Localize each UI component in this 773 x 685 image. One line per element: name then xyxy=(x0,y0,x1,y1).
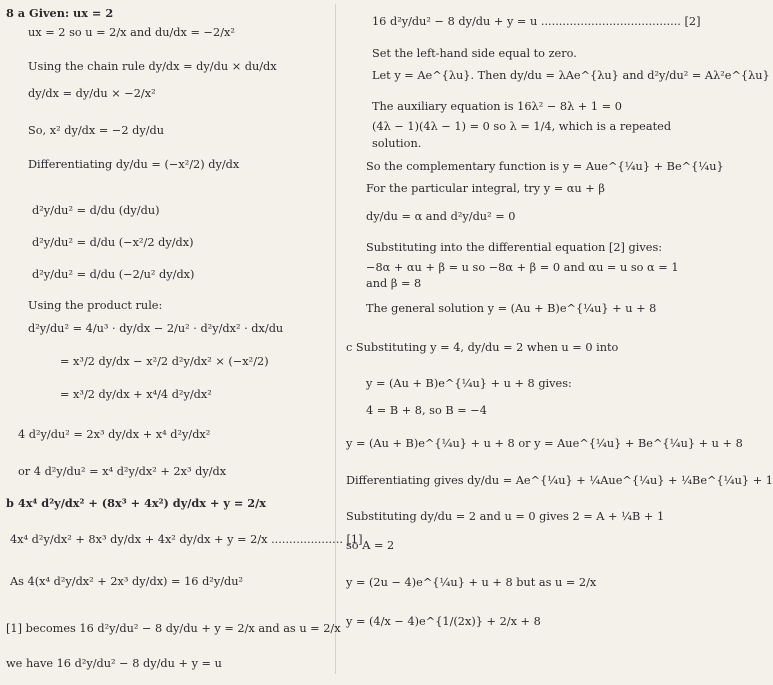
right-line-8: For the particular integral, try y = αu + β xyxy=(366,182,605,195)
left-line-3: Using the chain rule dy/dx = dy/du × du/dx xyxy=(28,60,277,73)
left-line-14: 4 d²y/du² = 2x³ dy/dx + x⁴ d²y/dx² xyxy=(18,428,211,441)
right-line-4: The auxiliary equation is 16λ² − 8λ + 1 = 0 xyxy=(372,100,622,113)
right-line-14: c Substituting y = 4, dy/du = 2 when u = 0 into xyxy=(346,341,619,354)
right-line-17: y = (Au + B)e^{¼u} + u + 8 or y = Aue^{¼u} + Be^{¼u} + u + 8 xyxy=(346,437,743,450)
left-line-16: b 4x⁴ d²y/dx² + (8x³ + 4x²) dy/dx + y = 2/x xyxy=(6,496,266,510)
right-line-5: (4λ − 1)(4λ − 1) = 0 so λ = 1/4, which is a repeated xyxy=(372,120,672,133)
right-line-22: y = (4/x − 4)e^{1/(2x)} + 2/x + 8 xyxy=(346,615,541,628)
column-divider xyxy=(335,4,336,674)
right-line-20: so A = 2 xyxy=(346,539,395,552)
left-line-13: = x³/2 dy/dx + x⁴/4 d²y/dx² xyxy=(60,388,212,401)
left-line-9: d²y/du² = d/du (−2/u² dy/dx) xyxy=(32,268,195,281)
left-line-12: = x³/2 dy/dx − x²/2 d²y/dx² × (−x²/2) xyxy=(60,355,269,368)
left-line-18: As 4(x⁴ d²y/dx² + 2x³ dy/dx) = 16 d²y/du² xyxy=(10,575,244,588)
right-line-7: So the complementary function is y = Aue^{¼u} + Be^{¼u} xyxy=(366,160,724,173)
left-line-19: [1] becomes 16 d²y/du² − 8 dy/du + y = 2/x and as u = 2/x xyxy=(6,622,341,635)
left-line-6: Differentiating dy/du = (−x²/2) dy/dx xyxy=(28,158,240,171)
left-line-5: So, x² dy/dx = −2 dy/du xyxy=(28,124,165,137)
left-line-11: d²y/du² = 4/u³ · dy/dx − 2/u² · d²y/dx² · dx/du xyxy=(28,322,284,335)
right-line-6: solution. xyxy=(372,137,422,150)
right-line-9: dy/du = α and d²y/du² = 0 xyxy=(366,210,516,223)
right-line-18: Differentiating gives dy/du = Ae^{¼u} + ¼Aue^{¼u} + ¼Be^{¼u} + 1 xyxy=(346,474,773,487)
right-line-11: −8α + αu + β = u so −8α + β = 0 and αu = u so α = 1 xyxy=(366,261,679,274)
right-line-21: y = (2u − 4)e^{¼u} + u + 8 but as u = 2/x xyxy=(346,576,597,589)
right-line-16: 4 = B + 8, so B = −4 xyxy=(366,404,487,417)
right-line-1: 16 d²y/du² − 8 dy/du + y = u ....................................... [2] xyxy=(372,15,701,28)
right-line-2: Set the left-hand side equal to zero. xyxy=(372,47,577,60)
right-line-13: The general solution y = (Au + B)e^{¼u} + u + 8 xyxy=(366,302,657,315)
left-line-8: d²y/du² = d/du (−x²/2 dy/dx) xyxy=(32,236,194,249)
right-line-12: and β = 8 xyxy=(366,277,422,290)
left-line-10: Using the product rule: xyxy=(28,299,163,312)
right-line-19: Substituting dy/du = 2 and u = 0 gives 2 = A + ¼B + 1 xyxy=(346,510,665,523)
left-line-1: 8 a Given: ux = 2 xyxy=(6,6,114,20)
left-line-7: d²y/du² = d/du (dy/du) xyxy=(32,204,160,217)
left-line-4: dy/dx = dy/du × −2/x² xyxy=(28,87,156,100)
right-line-3: Let y = Ae^{λu}. Then dy/du = λAe^{λu} and d²y/du² = Aλ²e^{λu} xyxy=(372,69,770,82)
left-line-15: or 4 d²y/du² = x⁴ d²y/dx² + 2x³ dy/dx xyxy=(18,465,227,478)
right-line-10: Substituting into the differential equation [2] gives: xyxy=(366,241,663,254)
right-line-15: y = (Au + B)e^{¼u} + u + 8 gives: xyxy=(366,377,572,390)
left-line-2: ux = 2 so u = 2/x and du/dx = −2/x² xyxy=(28,26,235,39)
left-line-20: we have 16 d²y/du² − 8 dy/du + y = u xyxy=(6,657,222,670)
left-line-17: 4x⁴ d²y/dx² + 8x³ dy/dx + 4x² dy/dx + y = 2/x .................... [1] xyxy=(10,533,363,546)
